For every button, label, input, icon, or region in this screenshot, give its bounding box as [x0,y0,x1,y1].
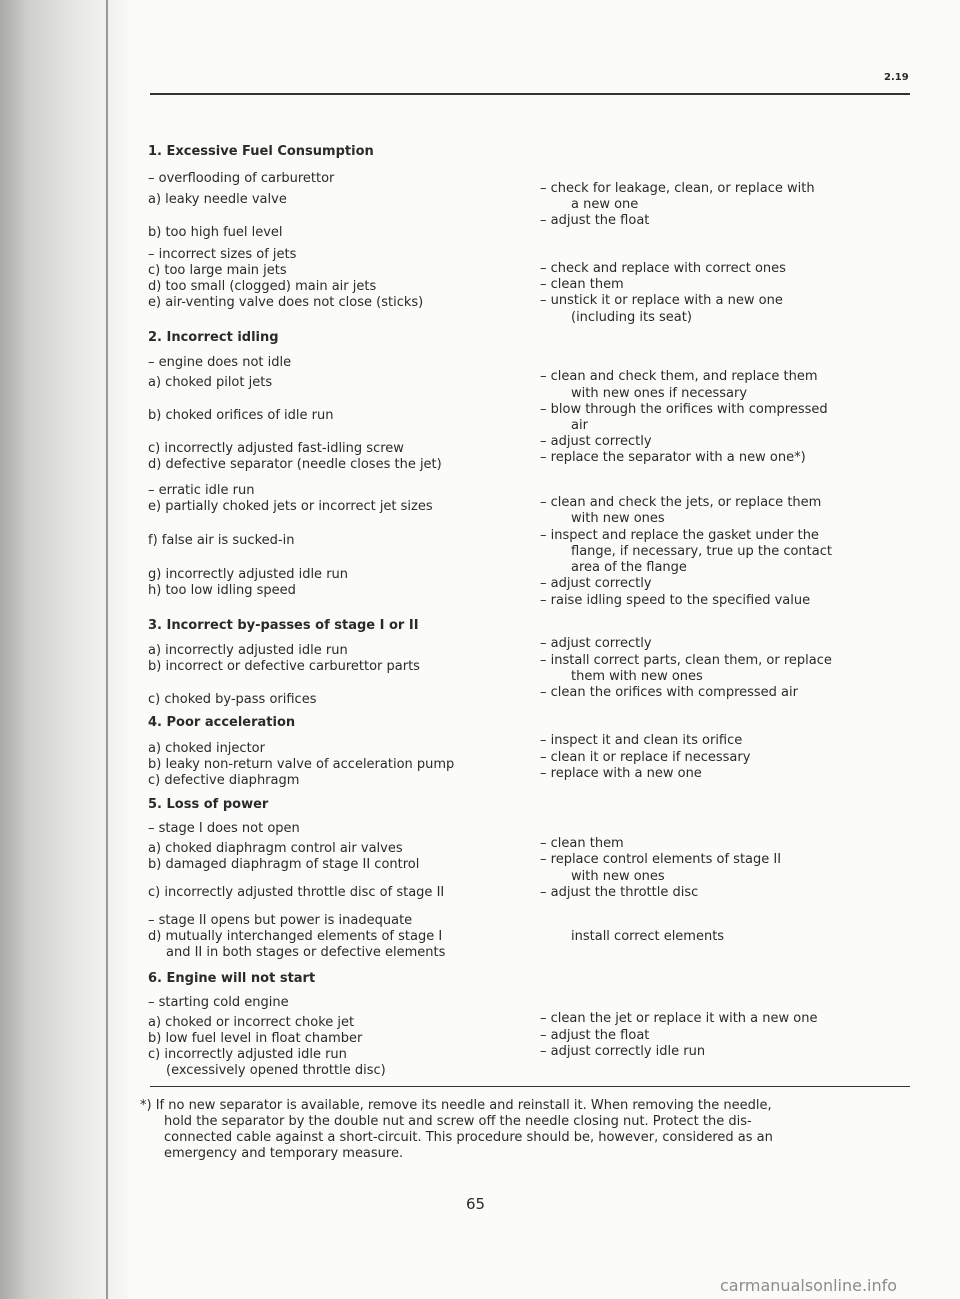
symptom-line: b) incorrect or defective carburettor parts [148,659,420,674]
footnote-rule [150,1086,910,1087]
symptom-line: – overflooding of carburettor [148,171,335,186]
symptom-line: g) incorrectly adjusted idle run [148,567,349,582]
footnote-line: emergency and temporary measure. [164,1146,404,1161]
remedy-line: – clean the orifices with compressed air [540,685,798,700]
watermark: carmanualsonline.info [720,1276,898,1295]
remedy-line: – check for leakage, clean, or replace with [540,181,815,196]
remedy-line: install correct elements [571,929,725,944]
symptom-line: and II in both stages or defective elements [166,945,446,960]
footnote-line: connected cable against a short-circuit. This procedure should be, however, considered as an [164,1130,773,1145]
symptom-line: b) leaky non-return valve of acceleration pump [148,757,455,772]
remedy-line: with new ones [571,869,665,884]
symptom-line: a) choked injector [148,741,265,756]
symptom-line: – erratic idle run [148,483,255,498]
symptom-line: 4. Poor acceleration [148,715,296,730]
symptom-line: e) air-venting valve does not close (sticks) [148,295,424,310]
footnote-line: hold the separator by the double nut and screw off the needle closing nut. Protect the dis- [164,1114,752,1129]
remedy-line: – adjust the throttle disc [540,885,699,900]
symptom-line: h) too low idling speed [148,583,296,598]
symptom-line: 3. Incorrect by-passes of stage I or II [148,618,419,633]
remedy-line: a new one [571,197,639,212]
remedy-line: – inspect and replace the gasket under the [540,528,819,543]
remedy-line: – adjust the float [540,213,650,228]
remedy-line: – clean it or replace if necessary [540,750,751,765]
symptom-line: b) damaged diaphragm of stage II control [148,857,420,872]
remedy-line: – replace with a new one [540,766,702,781]
remedy-line: – replace control elements of stage II [540,852,782,867]
remedy-line: – adjust correctly idle run [540,1044,706,1059]
remedy-line: area of the flange [571,560,687,575]
symptom-line: a) choked pilot jets [148,375,273,390]
symptom-line: – incorrect sizes of jets [148,247,297,262]
symptom-line: c) incorrectly adjusted throttle disc of stage II [148,885,445,900]
symptom-line: a) choked diaphragm control air valves [148,841,403,856]
symptom-line: a) incorrectly adjusted idle run [148,643,348,658]
remedy-line: – raise idling speed to the specified value [540,593,811,608]
remedy-line: (including its seat) [571,310,692,325]
symptom-line: a) choked or incorrect choke jet [148,1015,355,1030]
header-rule [150,93,910,95]
symptom-line: a) leaky needle valve [148,192,287,207]
symptom-line: c) defective diaphragm [148,773,300,788]
remedy-line: – inspect it and clean its orifice [540,733,743,748]
book-spine-shadow [0,0,128,1299]
remedy-line: – install correct parts, clean them, or replace [540,653,832,668]
symptom-line: b) too high fuel level [148,225,283,240]
remedy-line: with new ones if necessary [571,386,748,401]
remedy-line: – adjust correctly [540,434,652,449]
remedy-line: – clean the jet or replace it with a new one [540,1011,818,1026]
remedy-line: with new ones [571,511,665,526]
remedy-line: – clean and check them, and replace them [540,369,818,384]
remedy-line: them with new ones [571,669,703,684]
symptom-line: d) too small (clogged) main air jets [148,279,377,294]
remedy-line: – check and replace with correct ones [540,261,786,276]
remedy-line: air [571,418,588,433]
footnote-line: *) If no new separator is available, remove its needle and reinstall it. When removing the needle, [140,1098,772,1113]
symptom-line: b) low fuel level in float chamber [148,1031,363,1046]
symptom-line: d) mutually interchanged elements of stage I [148,929,443,944]
symptom-line: f) false air is sucked-in [148,533,295,548]
symptom-line: c) incorrectly adjusted idle run [148,1047,347,1062]
symptom-line: – starting cold engine [148,995,289,1010]
symptom-line: c) incorrectly adjusted fast-idling screw [148,441,404,456]
symptom-line: e) partially choked jets or incorrect jet sizes [148,499,433,514]
symptom-line: d) defective separator (needle closes the jet) [148,457,442,472]
symptom-line: 5. Loss of power [148,797,269,812]
remedy-line: – clean them [540,836,624,851]
remedy-line: – blow through the orifices with compressed [540,402,828,417]
symptom-line: c) choked by-pass orifices [148,692,317,707]
symptom-line: – engine does not idle [148,355,292,370]
page-number: 65 [466,1195,486,1213]
remedy-line: flange, if necessary, true up the contact [571,544,832,559]
remedy-line: – adjust correctly [540,636,652,651]
symptom-line: b) choked orifices of idle run [148,408,334,423]
remedy-line: – clean and check the jets, or replace them [540,495,822,510]
symptom-line: 2. Incorrect idling [148,330,279,345]
remedy-line: – clean them [540,277,624,292]
symptom-line: 6. Engine will not start [148,971,316,986]
remedy-line: – replace the separator with a new one*) [540,450,806,465]
symptom-line: (excessively opened throttle disc) [166,1063,386,1078]
symptom-line: c) too large main jets [148,263,287,278]
remedy-line: – adjust correctly [540,576,652,591]
remedy-line: – adjust the float [540,1028,650,1043]
symptom-line: – stage II opens but power is inadequate [148,913,413,928]
section-number: 2.19 [884,72,909,83]
remedy-line: – unstick it or replace with a new one [540,293,783,308]
symptom-line: 1. Excessive Fuel Consumption [148,144,374,159]
binding-edge [106,0,108,1299]
symptom-line: – stage I does not open [148,821,300,836]
